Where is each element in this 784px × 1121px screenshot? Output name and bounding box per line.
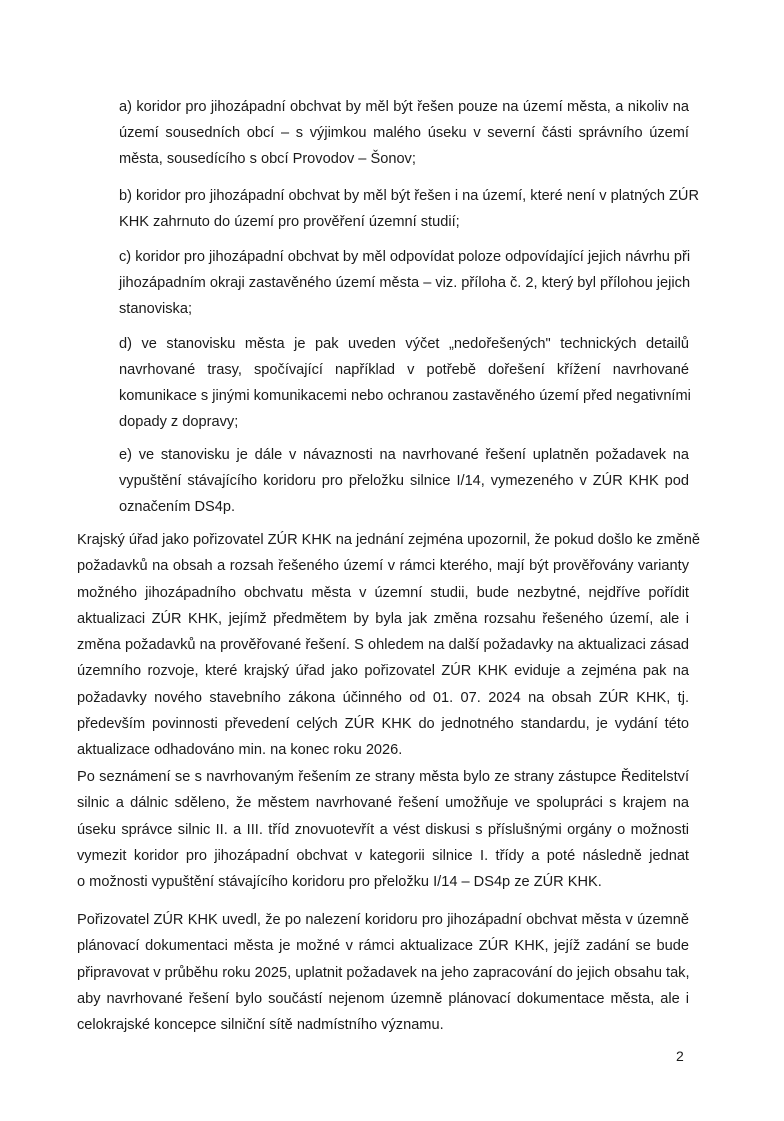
text-line: celokrajské koncepce silniční sítě nadmístního významu. — [77, 1017, 444, 1034]
text-line: silnic a dálnic sděleno, že městem navrhované řešení umožňuje ve spolupráci s krajem na — [77, 795, 689, 812]
text-line: a) koridor pro jihozápadní obchvat by měl být řešen pouze na území města, a nikoliv na — [119, 99, 689, 115]
text-line: komunikace s jinými komunikacemi nebo ochranou zastavěného území před negativními — [119, 388, 691, 404]
text-line: aby navrhované řešení bylo součástí nejenom územně plánovací dokumentace města, ale i — [77, 990, 689, 1007]
text-line: aktualizace odhadováno min. na konec roku 2026. — [77, 742, 403, 759]
text-line: označením DS4p. — [119, 499, 236, 515]
text-line: požadavky nového stavebního zákona účinného od 01. 07. 2024 na obsah ZÚR KHK, tj. — [77, 689, 689, 706]
list-item-d — [119, 331, 689, 435]
text-line: požadavků na obsah a rozsah řešeného území v rámci kterého, mají být prověřovány varianty — [77, 558, 689, 575]
text-line: připravovat v průběhu roku 2025, uplatnit požadavek na jeho zapracování do jejich obsahu tak, — [77, 964, 690, 981]
page-number: 2 — [676, 1048, 684, 1064]
text-line: především povinnosti převedení celých ZÚR KHK do jednotného standardu, je vydání této — [77, 716, 689, 733]
text-line: jihozápadním okraji zastavěného území města – viz. příloha č. 2, který byl přílohou jejich — [119, 275, 691, 291]
text-line: změna požadavků na prověřované řešení. S ohledem na další požadavky na aktualizaci zásad — [77, 637, 689, 654]
text-line: KHK zahrnuto do území pro prověření územní studií; — [119, 214, 460, 230]
paragraph-1 — [77, 527, 700, 764]
text-line: navrhované trasy, spočívající například v potřebě dořešení křížení navrhované — [119, 362, 689, 378]
text-line: stanoviska; — [119, 301, 193, 317]
list-item-c — [119, 244, 689, 322]
text-line: úseku správce silnic II. a III. tříd znovuotevřít a vést diskusi s příslušnými orgány o možnosti — [77, 821, 689, 838]
text-line: možného jihozápadního obchvatu města v územní studii, bude nezbytné, nejdříve pořídit — [77, 584, 689, 601]
text-line: c) koridor pro jihozápadní obchvat by měl odpovídat poloze odpovídající jejich návrhu při — [119, 249, 691, 265]
text-line: dopady z dopravy; — [119, 414, 239, 430]
text-line: plánovací dokumentaci města je možné v rámci aktualizace ZÚR KHK, jejíž zadání se bude — [77, 938, 689, 955]
text-line: aktualizaci ZÚR KHK, jejímž předmětem by byla jak změna rozsahu řešeného území, ale i — [77, 610, 689, 627]
text-line: o možnosti vypuštění stávajícího koridoru pro přeložku I/14 – DS4p ze ZÚR KHK. — [77, 874, 602, 891]
list-item-e — [119, 442, 689, 520]
text-line: vypuštění stávajícího koridoru pro přeložku silnice I/14, vymezeného v ZÚR KHK pod — [119, 473, 689, 489]
list-item-b — [119, 183, 699, 235]
text-line: Pořizovatel ZÚR KHK uvedl, že po nalezení koridoru pro jihozápadní obchvat města v územně — [77, 912, 689, 928]
text-line: d) ve stanovisku města je pak uveden výčet „nedořešených" technických detailů — [119, 336, 689, 352]
text-line: území sousedních obcí – s výjimkou malého úseku v severní části správního území — [119, 125, 689, 141]
text-line: města, sousedícího s obcí Provodov – Šonov; — [119, 151, 416, 167]
paragraph-2 — [77, 764, 689, 895]
paragraph-3 — [77, 907, 689, 1038]
text-line: e) ve stanovisku je dále v návaznosti na navrhované řešení uplatněn požadavek na — [119, 447, 689, 463]
text-line: vymezit koridor pro jihozápadní obchvat v kategorii silnice I. třídy a poté následně jednat — [77, 847, 689, 864]
text-line: Krajský úřad jako pořizovatel ZÚR KHK na jednání zejména upozornil, že pokud došlo ke změně — [77, 532, 700, 548]
list-item-a — [119, 94, 689, 172]
text-line: územního rozvoje, které krajský úřad jako pořizovatel ZÚR KHK eviduje a zejména pak na — [77, 663, 689, 680]
text-line: b) koridor pro jihozápadní obchvat by měl být řešen i na území, které není v platných ZÚR — [119, 188, 699, 204]
text-line: Po seznámení se s navrhovaným řešením ze strany města bylo ze strany zástupce Ředitelství — [77, 769, 689, 785]
